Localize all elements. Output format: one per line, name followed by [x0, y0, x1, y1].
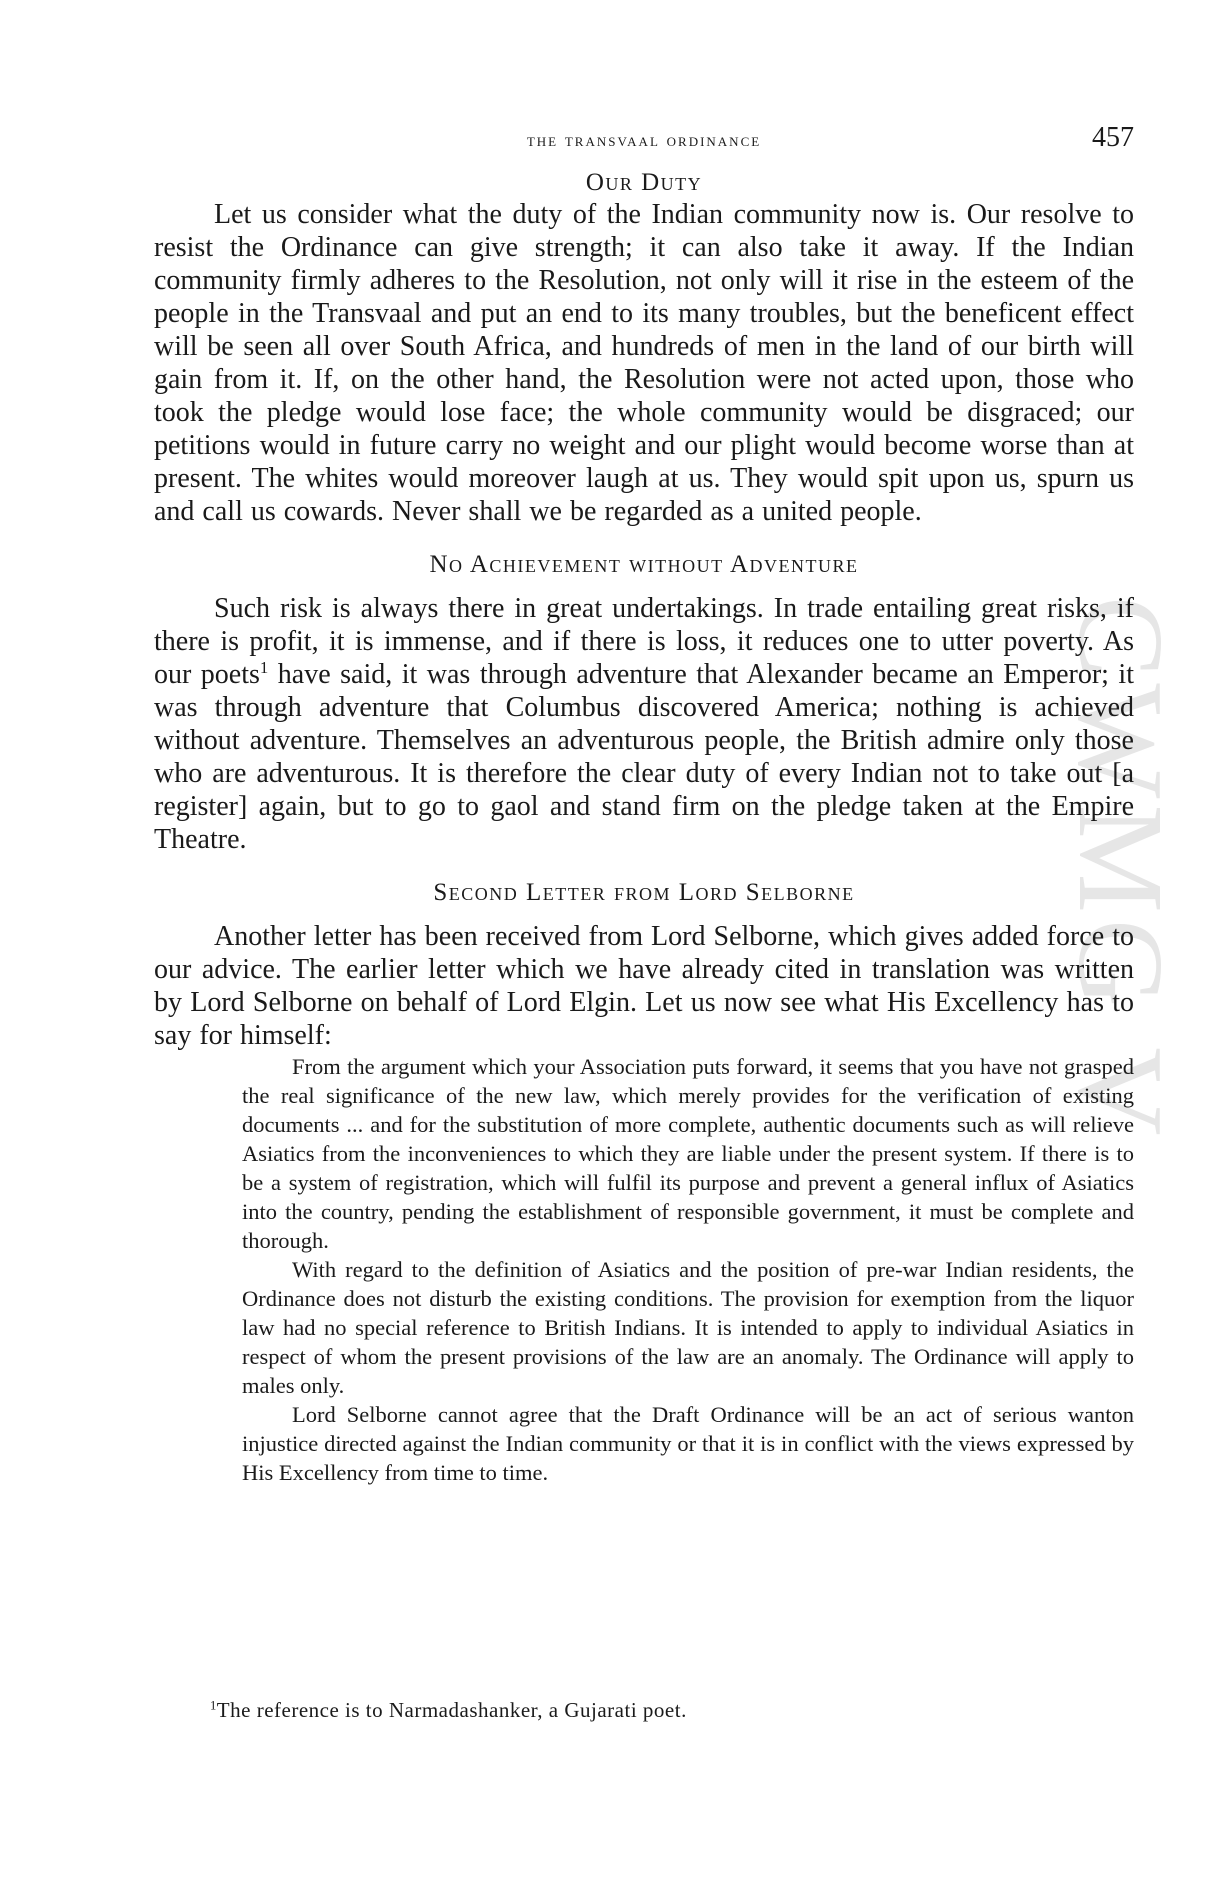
paragraph-second-letter: Another letter has been received from Lord Selborne, which gives added force to our advice. The earlier letter which we have already cited in translation was written by Lord Selborne on behalf of Lord Elgin. Let us now see what His Excellency has to say for himself: — [154, 921, 1134, 1051]
paragraph-our-duty: Let us consider what the duty of the Indian community now is. Our resolve to resist the Ordinance can give strength; it can also take it away. If the Indian community firmly adheres to the Resolution, not only will it rise in the esteem of the people in the Transvaal and put an end to its many troubles, but the beneficent effect will be seen all over South Africa, and hundreds of men in the land of our birth will gain from it. If, on the other hand, the Resolution were not acted upon, those who took the pledge would lose face; the whole community would be disgraced; our petitions would in future carry no weight and our plight would become worse than at present. The whites would moreover laugh at us. They would spit upon us, spurn us and call us cowards. Never shall we be regarded as a united people. — [154, 199, 1134, 527]
watermark: CWMG V — [1053, 596, 1188, 1142]
footnote-text: The reference is to Narmadashanker, a Gujarati poet. — [216, 1698, 687, 1722]
quote-paragraph-3: Lord Selborne cannot agree that the Draft Ordinance will be an act of serious wanton injustice directed against the Indian community or that it is in conflict with the views expressed by His Excellency from time to time. — [242, 1402, 1134, 1485]
footnote-marker: 1 — [259, 657, 269, 677]
section-heading-second-letter: Second Letter from Lord Selborne — [433, 879, 855, 906]
section-heading-adventure: No Achievement without Adventure — [429, 551, 859, 578]
running-head — [154, 120, 1134, 168]
section-heading-our-duty: Our Duty — [585, 169, 703, 196]
footnote-number: 1 — [210, 1698, 217, 1713]
paragraph-adventure-part2: have said, it was through adventure that Alexander became an Emperor; it was through adventure that Columbus discovered America; nothing is achieved without adventure. Themselves an adventurous people, the British admire only those who are adventurous. It is therefore the clear duty of every Indian not to take out [a register] again, but to go to gaol and stand firm on the pledge taken at the Empire Theatre. — [154, 659, 1134, 855]
page-content — [154, 120, 1134, 1487]
page-number: 457 — [1092, 122, 1134, 153]
running-head-title: the transvaal ordinance — [526, 130, 762, 151]
paragraph-adventure — [154, 592, 1134, 856]
footnote — [210, 1698, 687, 1723]
quote-paragraph-2: With regard to the definition of Asiatics and the position of pre-war Indian residents, the Ordinance does not disturb the existing conditions. The provision for exemption from the liquor law had no special reference to British Indians. It is intended to apply to individual Asiatics in respect of whom the present provisions of the law are an anomaly. The Ordinance will apply to males only. — [242, 1257, 1134, 1398]
quote-paragraph-1: From the argument which your Association puts forward, it seems that you have not grasped the real significance of the new law, which merely provides for the verification of existing documents ... and for the substitution of more complete, authentic documents such as will relieve Asiatics from the inconveniences to which they are liable under the present system. If there is to be a system of registration, which will fulfil its purpose and prevent a general influx of Asiatics into the country, pending the establishment of responsible government, it must be complete and thorough. — [242, 1054, 1134, 1253]
paragraph-adventure-part1: Such risk is always there in great undertakings. In trade entailing great risks, if there is profit, it is immense, and if there is loss, it reduces one to utter poverty. As our poets — [154, 593, 1134, 690]
